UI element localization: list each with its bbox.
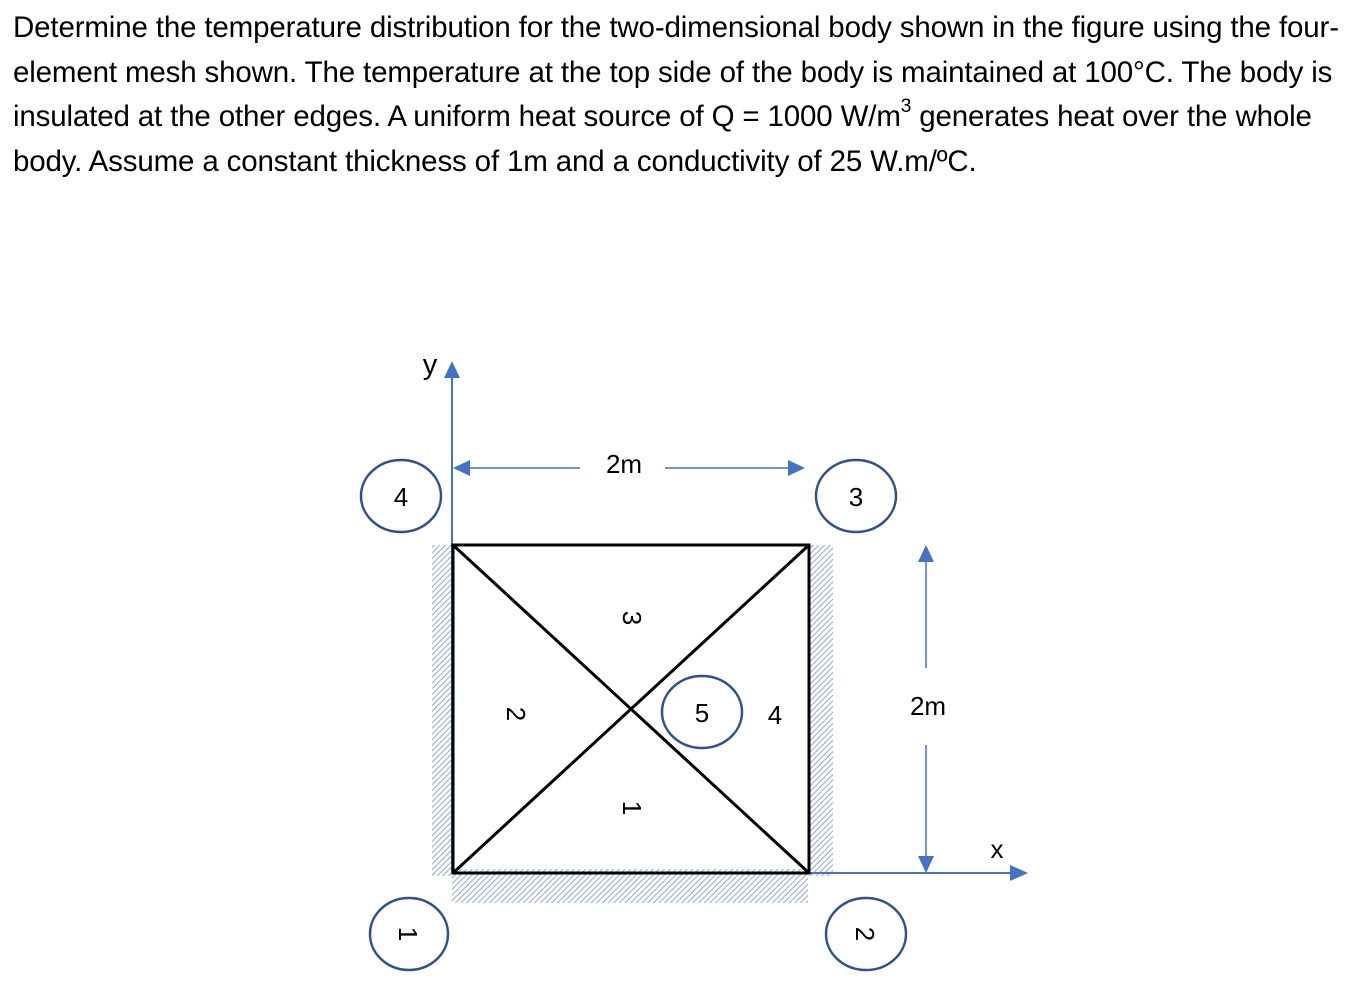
node-2 — [826, 898, 906, 970]
element-label-3: 3 — [617, 610, 647, 626]
x-axis — [808, 865, 1028, 881]
node-label-2: 2 — [850, 926, 880, 942]
y-axis-label: y — [422, 349, 438, 381]
problem-text-part-2: generates heat over the whole body. Assume a constant thickness of 1m and a conductivity of 25 W.m/ºC. — [13, 100, 1312, 178]
x-axis-arrowhead — [1010, 865, 1028, 881]
insulation-right-hatch — [809, 545, 833, 876]
node-label-5: 5 — [694, 698, 710, 728]
x-axis-label: x — [990, 834, 1004, 864]
element-label-4: 4 — [767, 700, 783, 730]
node-label-3: 3 — [848, 482, 864, 512]
units-exponent: 3 — [900, 96, 912, 118]
node-3 — [816, 460, 896, 532]
problem-text-part-1: Determine the temperature distribution for the two-dimensional body shown in the figure using the four-element mesh shown. The temperature at the top side of the body is maintained at 100°C. The body is insulated at the other edges. A uniform heat source of Q = 1000 W/m — [13, 11, 1339, 133]
y-axis-arrowhead — [444, 361, 460, 378]
element-label-2: 2 — [501, 706, 531, 722]
node-label-4: 4 — [393, 482, 409, 512]
node-label-1: 1 — [393, 926, 423, 942]
node-4 — [361, 460, 441, 532]
node-1 — [370, 898, 448, 970]
insulation-left-hatch — [432, 545, 453, 876]
node-5 — [662, 676, 742, 748]
height-dimension-label: 2m — [909, 691, 947, 721]
element-label-1: 1 — [617, 800, 647, 816]
width-dimension-label: 2m — [605, 449, 643, 479]
